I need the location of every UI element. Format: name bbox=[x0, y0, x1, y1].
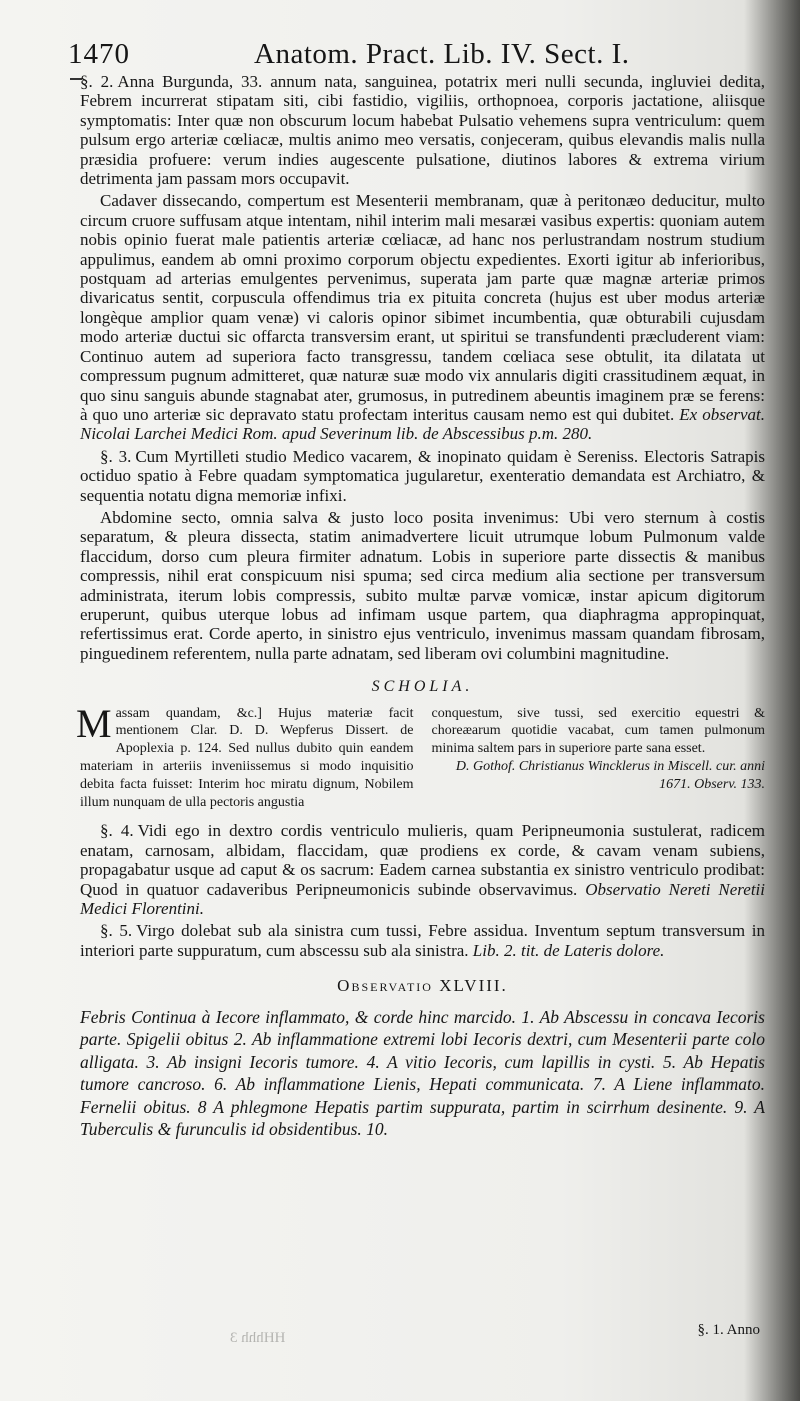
paragraph-sect-2 bbox=[80, 72, 765, 188]
scholia-columns bbox=[76, 700, 765, 812]
paragraph-sect-3 bbox=[80, 447, 765, 505]
scholia-right-text: conquestum, sive tussi, sed exercitio equestri & choreæarum quotidie vacabat, cum tamen pulmonum minima saltem pars in superiore parte sana esset. bbox=[431, 705, 765, 757]
citation: Observatio Nereti Neretii Medici Florentini. bbox=[80, 879, 766, 918]
paragraph-text: Abdomine secto, omnia salva & justo loco posita invenimus: Ubi vero sternum à costis separatum, & pleura dissecta, statim animadvertere licuit utrumque lobum Pulmonum valde flaccidum, dorso cum pleura firmiter adnatum. Lobis in superiore parte dissectis & manibus compressis, nihil erat conspicuum nisi spuma; sed circa medium alia sectione per transversum administrata, iterum lobis compressis, subito multæ parvæ vomicæ, instar apicum digitorum eruperunt, quibus uterque lobus ad infimam usque partem, qua diaphragma appropinquat, refertissimus erat. Corde aperto, in sinistro ejus ventriculo, invenimus massam quandam fibrosam, pinguedinem referentem, nulla parte adnatam, sed liberam ovi columbini magnitudine. bbox=[80, 507, 765, 663]
section-mark: §. 5. bbox=[100, 921, 133, 941]
scholia-signature: D. Gothof. Christianus Wincklerus in Miscell. cur. anni bbox=[455, 758, 765, 774]
section-mark: §. 3. bbox=[100, 446, 132, 466]
paragraph-sect-4 bbox=[80, 821, 765, 918]
paragraph-dissection bbox=[80, 191, 765, 443]
paragraph-text: Cadaver dissecando, compertum est Mesenterii membranam, quæ à peritonæo deducitur, multo circum cruore suffusam atque intentam, nihil interim mali mesaræi vasibus expertis: quoniam autem nobis opinio fuerat male patientis arteriæ cœliacæ, ad hanc nos perlustrandam nostrum studium appulimus, eandem ab omni proximo corporum objectu expedientes. Exorti igitur ab inferioribus, postquam ad arterias emulgentes pervenimus, superata jam parte quæ magnæ arteriæ primos divaricatus sentit, corpuscula offendimus tria ex pituita concreta (hujus est uber modus arteriæ longèque amplior quam venæ) vi caloris opinor sibimet incumbentia, quæ obturabili cujusdam modo arteriæ ductui sic offarcta transversim erant, ut spiritui se transfundenti præcluderent viam: Continuo autem ad superiora facto transgressu, tandem cœliaca sese obtulit, ita dilatata ut compressum pugnum admitteret, quæ naturæ suæ modo vix annularis digiti crassitudinem æquat, in quo sinu sanguis abunde stagnabat ater, grumosus, in putredinem abeuntis imaginem præ se ferens: à quo uno arteriæ sic depravato statu profectam interitus causam nemo est qui dubitet. bbox=[80, 191, 765, 424]
catchword: §. 1. Anno bbox=[697, 1322, 760, 1338]
bleed-through-text: HHhhh 3 bbox=[230, 1330, 286, 1346]
paragraph-text: Cum Myrtilleti studio Medico vacarem, & inopinato quidam è Sereniss. Electoris Satrapis octiduo spatio à Febre quadam symptomatica jugularetur, exenteratio demandata est Archiatro, & sequentia notatu digna memoriæ infixi. bbox=[80, 446, 766, 505]
scholia-signature-ref: 1671. Observ. 133. bbox=[659, 776, 765, 792]
observatio-summary: Febris Continua à Iecore inflammato, & corde hinc marcido. 1. Ab Abscessu in concava Iecoris parte. Spigelii obitus 2. Ab inflammatione extremi lobi Iecoris dextri, cum Mesenterii parte colo alligata. 3. Ab insigni Iecoris tumore. 4. A vitio Iecoris, cum lapillis in cysti. 5. Ab Hepatis tumore cancroso. 6. Ab inflammatione Lienis, Hepati communicata. 7. A Liene inflammato. Fernelii obitus. 8 A phlegmone Hepatis partim suppurata, partim in scirrhum desinente. 9. A Tuberculis & furunculis id obsidentibus. 10. bbox=[80, 1006, 765, 1140]
running-title: Anatom. Pract. Lib. IV. Sect. I. bbox=[254, 38, 630, 70]
scholia-right-column bbox=[432, 705, 766, 812]
paragraph-sect-5 bbox=[80, 921, 765, 960]
page-number: 1470 bbox=[68, 38, 130, 70]
scholia-left-text: assam quandam, &c.] Hujus materiæ facit mentionem Clar. D. D. Wepferus Dissert. de Apoplexia p. 124. Sed nullus dubito quin eandem materiam in arteriis inveniissemus si modo inquisitio debita facta fuisset: Interim hoc miratu dignum, Nobilem illum nunquam de ulla pectoris angustia bbox=[80, 705, 414, 810]
citation: Lib. 2. tit. de Lateris dolore. bbox=[472, 940, 665, 960]
page-body bbox=[76, 72, 766, 1141]
section-mark: §. 4. bbox=[100, 821, 134, 841]
section-mark: §. 2. bbox=[80, 72, 114, 91]
paragraph-abdomen bbox=[80, 508, 765, 663]
page-header bbox=[68, 34, 768, 74]
paragraph-text: Vidi ego in dextro cordis ventriculo mulieris, quam Peripneumonia sustulerat, radicem enatam, carnosam, albidam, flaccidam, quæ prodiens ex corde, & cavam venam subiens, propagabatur usque ad caput & os sacrum: Eadem carnea substantia ex sinistro ventriculo prodibat: Quod in quatuor cadaveribus Peripneumonicis subinde observavimus. bbox=[80, 821, 766, 899]
observatio-heading: Observatio XLVIII. bbox=[337, 976, 508, 996]
drop-cap: M bbox=[76, 700, 112, 746]
scholia-title: SCHOLIA. bbox=[371, 678, 474, 696]
paragraph-text: Virgo dolebat sub ala sinistra cum tussi, Febre assidua. Inventum septum transversum in interiori parte suppuratum, cum abscessu sub ala sinistra. bbox=[80, 921, 765, 960]
citation: Ex observat. Nicolai Larchei Medici Rom. apud Severinum lib. de Abscessibus p.m. 280. bbox=[80, 404, 765, 444]
paragraph-text: Anna Burgunda, 33. annum nata, sanguinea, potatrix meri nulli secunda, ingluviei dedita, Febrem incurrerat stipatam siti, cibi fastidio, vigiliis, orthopnoea, corporis jactatione, aliisque symptomatis: Inter quæ non obscurum locum habebat Pulsatio vehemens supra ventriculum: quem pulsum ergo arteriæ cœliacæ, multis animo meo versatis, conjeceram, quibus elevandis malis nulla præsidia profuere: verum indies augescente pulsatione, diutinos labores & extrema virium detrimenta jam passam mors occupavit. bbox=[80, 72, 766, 189]
scholia-left-column bbox=[76, 700, 414, 812]
